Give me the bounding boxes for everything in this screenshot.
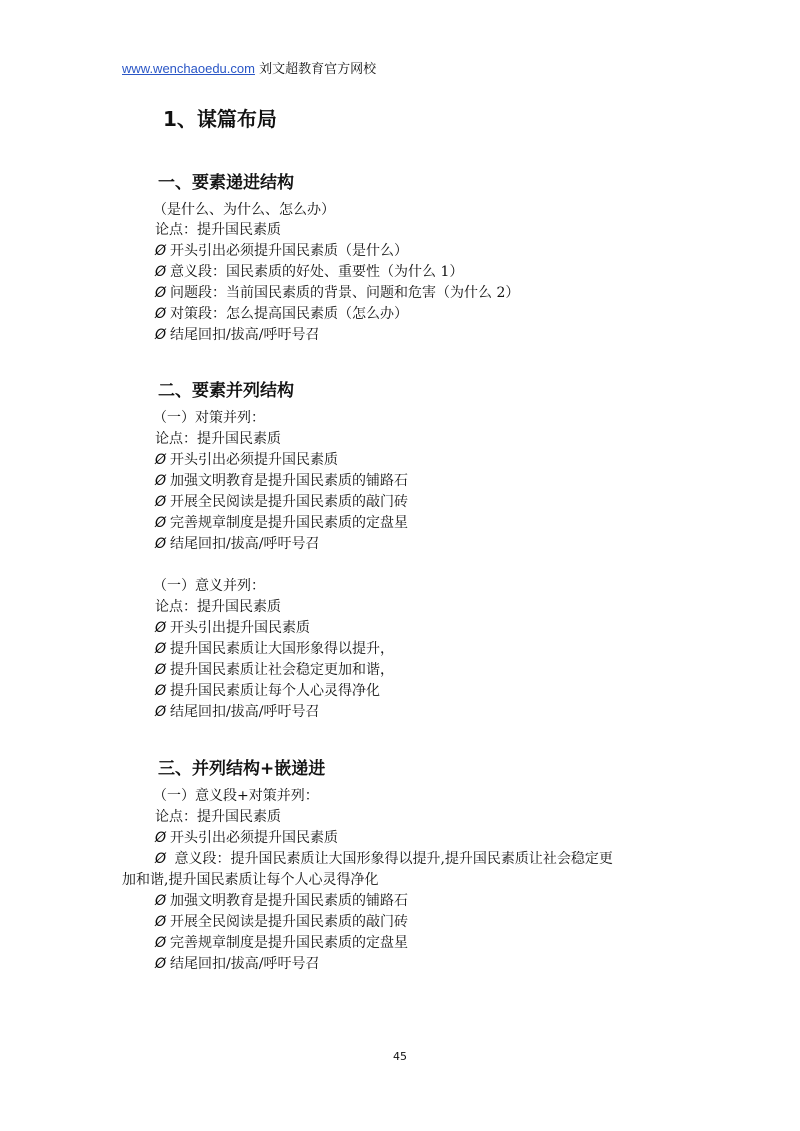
section-2-group-1-bullet: Ø 结尾回扣/拔高/呼吁号召: [155, 534, 319, 554]
section-1-thesis: 论点：提升国民素质: [155, 222, 281, 238]
section-2-group-1-bullet: Ø 完善规章制度是提升国民素质的定盘星: [155, 513, 408, 533]
site-name: 刘文超教育官方网校: [254, 62, 377, 77]
section-1-bullet: Ø 开头引出必须提升国民素质（是什么）: [155, 241, 408, 261]
section-1-bullet: Ø 意义段：国民素质的好处、重要性（为什么 1）: [155, 262, 463, 282]
section-heading-2: 二、要素并列结构: [158, 381, 294, 401]
section-3-bullet: Ø 加强文明教育是提升国民素质的铺路石: [155, 891, 408, 911]
section-3-subtitle: （一）意义段+对策并列：: [153, 788, 319, 804]
section-1-bullet: Ø 结尾回扣/拔高/呼吁号召: [155, 325, 319, 345]
section-2-group-1-bullet: Ø 开头引出必须提升国民素质: [155, 450, 338, 470]
section-2-group-1-bullet: Ø 开展全民阅读是提升国民素质的敲门砖: [155, 492, 408, 512]
section-3-bullet: Ø 意义段：提升国民素质让大国形象得以提升,提升国民素质让社会稳定更: [155, 849, 613, 869]
section-3-bullet: Ø 完善规章制度是提升国民素质的定盘星: [155, 933, 408, 953]
section-2-group-2-subtitle: （一）意义并列：: [153, 578, 265, 594]
section-1-bullet: Ø 问题段：当前国民素质的背景、问题和危害（为什么 2）: [155, 283, 519, 303]
section-2-group-1-bullet: Ø 加强文明教育是提升国民素质的铺路石: [155, 471, 408, 491]
page-title: 1、谋篇布局: [163, 107, 277, 131]
website-link[interactable]: www.wenchaoedu.com: [122, 61, 255, 76]
section-2-group-2-bullet: Ø 结尾回扣/拔高/呼吁号召: [155, 702, 319, 722]
section-1-subtitle: （是什么、为什么、怎么办）: [153, 202, 335, 218]
section-2-group-2-bullet: Ø 开头引出提升国民素质: [155, 618, 310, 638]
section-2-group-2-bullet: Ø 提升国民素质让社会稳定更加和谐，: [155, 660, 394, 680]
section-2-group-1-subtitle: （一）对策并列：: [153, 410, 265, 426]
section-2-group-2-bullet: Ø 提升国民素质让大国形象得以提升，: [155, 639, 394, 659]
section-heading-3: 三、并列结构+嵌递进: [158, 759, 326, 779]
section-3-continuation: 加和谐,提升国民素质让每个人心灵得净化: [122, 872, 379, 888]
section-2-group-1-thesis: 论点：提升国民素质: [155, 431, 281, 447]
section-2-group-2-bullet: Ø 提升国民素质让每个人心灵得净化: [155, 681, 380, 701]
section-3-thesis: 论点：提升国民素质: [155, 809, 281, 825]
section-3-bullet: Ø 开头引出必须提升国民素质: [155, 828, 338, 848]
section-1-bullet: Ø 对策段：怎么提高国民素质（怎么办）: [155, 304, 408, 324]
section-3-bullet: Ø 结尾回扣/拔高/呼吁号召: [155, 954, 319, 974]
page-header: [122, 58, 376, 77]
section-3-bullet: Ø 开展全民阅读是提升国民素质的敲门砖: [155, 912, 408, 932]
page-number: 45: [393, 1050, 407, 1063]
section-2-group-2-thesis: 论点：提升国民素质: [155, 599, 281, 615]
section-heading-1: 一、要素递进结构: [158, 173, 294, 193]
